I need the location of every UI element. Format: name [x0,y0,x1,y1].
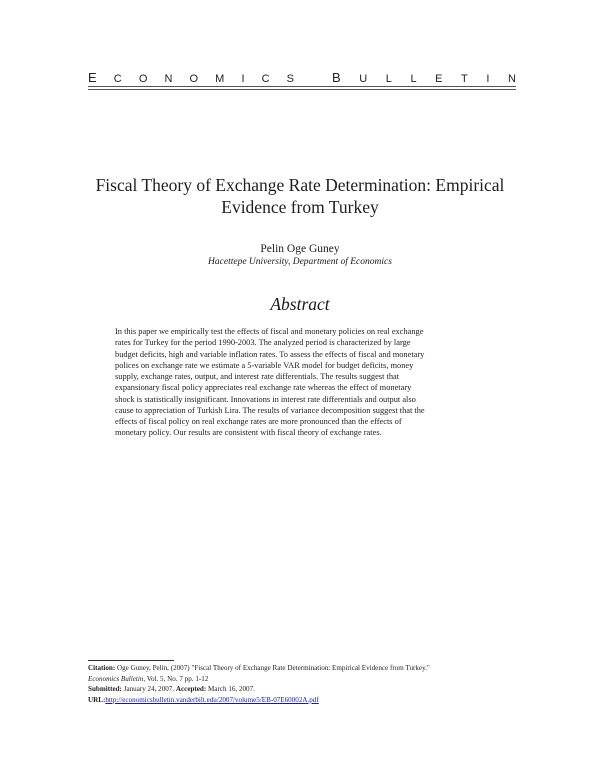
footnote-rule [88,660,174,661]
journal-letter: L [410,73,417,85]
abstract-line: polices on exchange rate we estimate a 5-variable VAR model for budget deficits, money [115,360,414,370]
journal-letter: O [138,73,148,85]
abstract-line: cause to appreciation of Turkish Lira. The results of variance decomposition suggest that the [115,405,425,415]
journal-word-1 [88,70,294,85]
journal-letter: N [164,73,173,85]
journal-letter: C [261,73,270,85]
abstract-line: supply, exchange rates, output, and interest rate differentials. The results suggest that [115,372,400,381]
abstract-line: budget deficits, high and variable inflation rates. To assess the effects of fiscal and monetary [115,349,425,359]
citation-label: Citation: [88,664,116,672]
journal-letter: B [332,70,341,85]
journal-letter: U [359,73,368,85]
journal-letter: E [88,70,97,85]
journal-letter: O [189,73,199,85]
dates-line [88,684,518,695]
citation-text: Oge Guney, Pelin, (2007) "Fiscal Theory of Exchange Rate Determination: Empirical Evidence from Turkey." [116,664,430,672]
header-rule-top [88,86,516,87]
paper-title [80,174,520,218]
abstract-heading: Abstract [270,294,330,314]
paper-url-link[interactable]: http://economicsbulletin.vanderbilt.edu/2007/volume5/EB-07E60002A.pdf [105,695,319,704]
submitted-label: Submitted: [88,685,122,694]
title-line-2: Evidence from Turkey [221,197,379,217]
header-rule-bottom [88,89,516,90]
journal-letter: L [385,73,392,85]
accepted-label: Accepted: [175,685,207,694]
journal-letter: I [241,73,245,85]
footnote [88,663,518,705]
submitted-date: January 24, 2007. [123,685,175,694]
journal-letter: E [435,73,443,85]
abstract-line: shock is statistically insignificant. Innovations in interest rate differentials and output also [115,394,416,404]
author-affiliation: Hacettepe University, Department of Economics [208,257,392,267]
journal-letter: S [286,73,294,85]
journal-letter: M [215,73,225,85]
journal-name: Economics Bulletin [88,674,144,683]
journal-volume: , Vol. 5, No. 7 pp. 1-12 [143,674,209,683]
url-label: URL: [88,695,106,704]
journal-letter: I [486,73,490,85]
journal-line [88,674,518,685]
citation-line [88,663,518,674]
accepted-date: March 16, 2007. [208,685,255,694]
title-line-1: Fiscal Theory of Exchange Rate Determination: Empirical [95,175,505,195]
journal-letter: T [461,73,468,85]
journal-letter: C [113,73,122,85]
abstract-line: In this paper we empirically test the effects of fiscal and monetary policies on real exchange [115,327,424,336]
abstract-line: effects of fiscal policy on real exchange rates are more pronounced than the effects of [115,417,402,426]
journal-word-2 [332,70,516,85]
journal-letter: N [507,73,516,85]
author-name: Pelin Oge Guney [260,243,340,255]
abstract-line: monetary policy. Our results are consistent with fiscal theory of exchange rates. [115,428,382,438]
abstract-line: expansionary fiscal policy appreciates real exchange rate whereas the effect of monetary [115,383,412,393]
url-line [88,695,518,706]
abstract-body [115,326,486,439]
abstract-line: rates for Turkey for the period 1990-2003. The analyzed period is characterized by large [115,338,411,348]
journal-header [88,70,516,90]
